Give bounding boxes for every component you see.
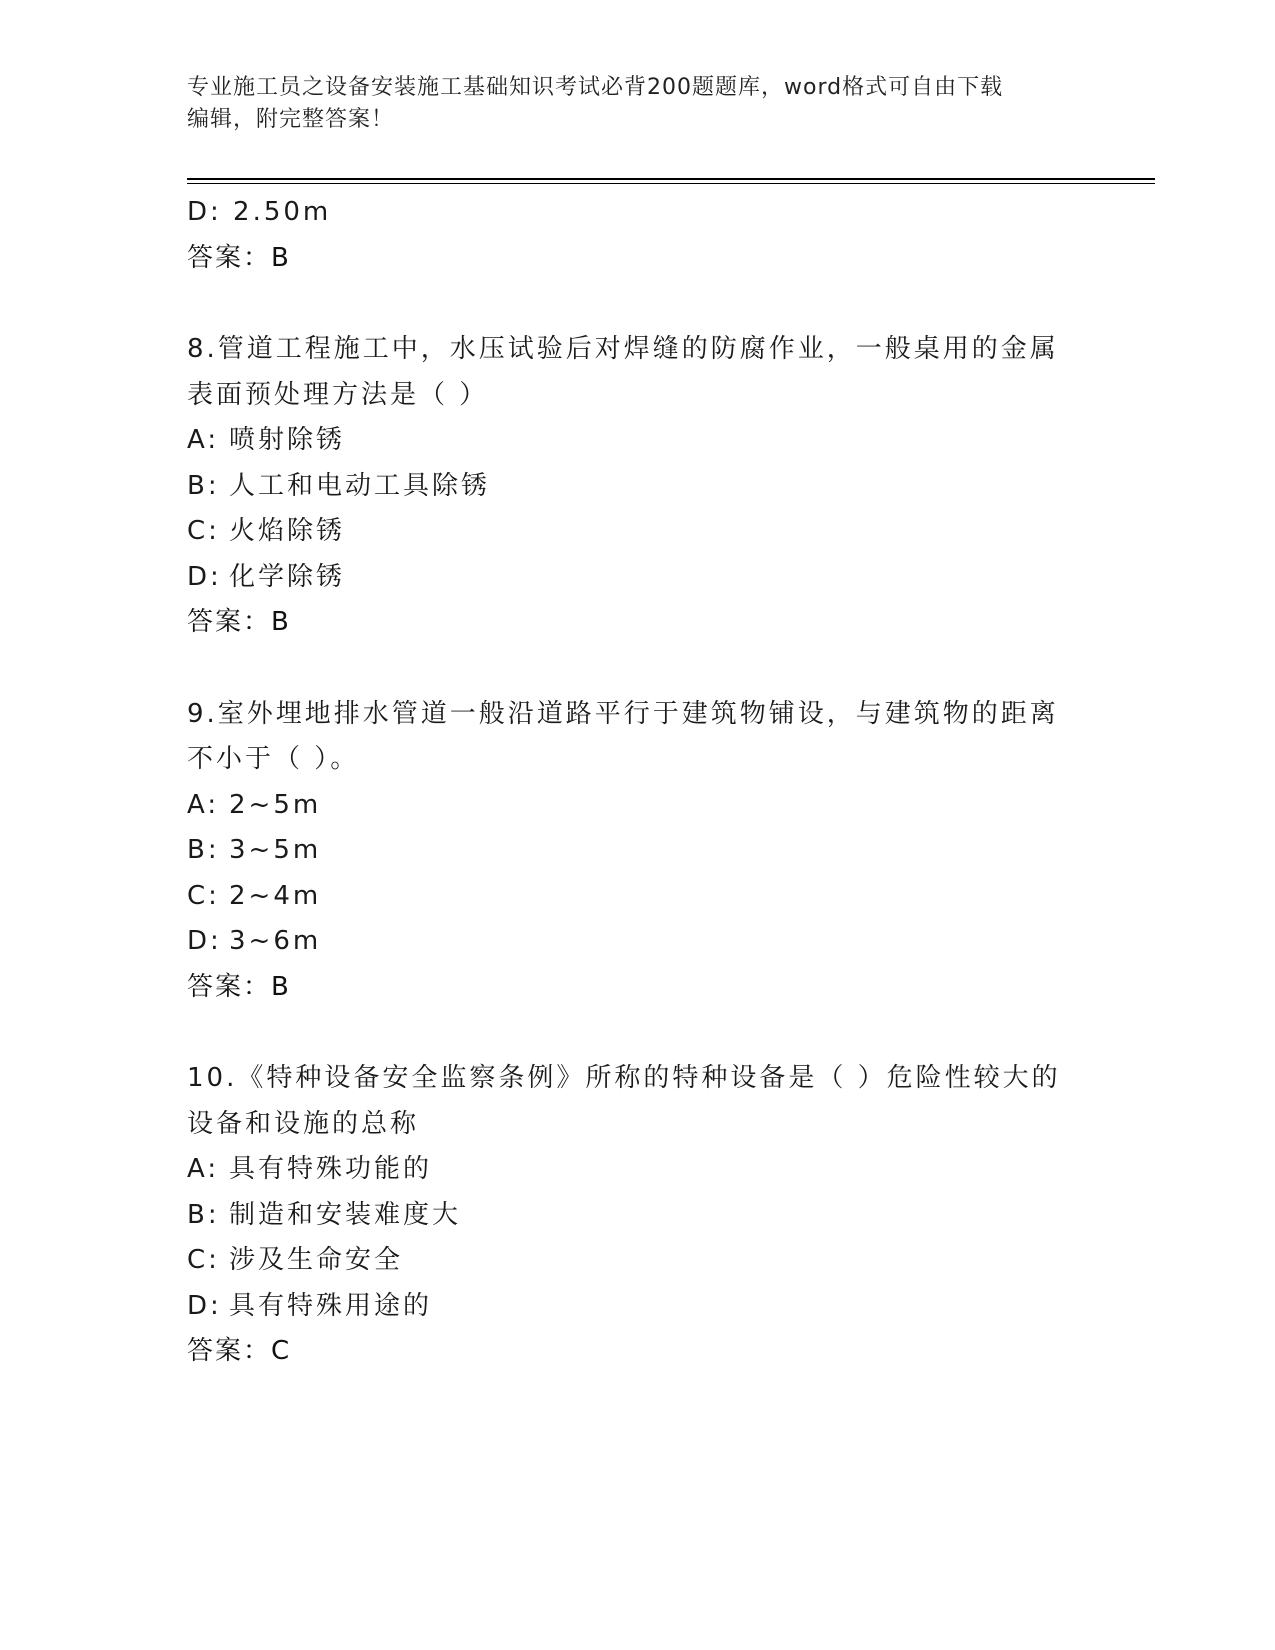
question-stem-line-1: 10.《特种设备安全监察条例》所称的特种设备是（ ）危险性较大的 [187, 1063, 1061, 1093]
document-header [187, 72, 1067, 136]
option-letter: A: [187, 425, 220, 455]
header-divider-thick [187, 178, 1155, 180]
option-letter: D: [187, 561, 222, 592]
option-a [187, 783, 1067, 829]
option-text: 具有特殊功能的 [229, 1154, 433, 1184]
header-line-1: 专业施工员之设备安装施工基础知识考试必背200题题库，word格式可自由下载 [187, 75, 1004, 100]
option-c [187, 509, 1067, 555]
header-divider-thin [187, 183, 1155, 184]
answer-line: 答案：B [187, 242, 291, 273]
option-letter: D: [187, 1290, 222, 1321]
question-10 [187, 1056, 1067, 1375]
document-body [187, 190, 1067, 1375]
option-text: 2~4m [229, 880, 322, 911]
option-b [187, 1193, 1067, 1239]
header-line-2: 编辑，附完整答案！ [187, 107, 395, 132]
option-d: D: 2.50m [187, 197, 332, 227]
question-stem-line-2: 设备和设施的总称 [187, 1108, 420, 1139]
option-letter: C: [187, 880, 220, 911]
option-letter: C: [187, 1245, 220, 1275]
option-letter: B: [187, 1199, 220, 1230]
option-c [187, 874, 1067, 920]
answer-line: 答案：B [187, 971, 291, 1002]
option-b [187, 828, 1067, 874]
option-d [187, 555, 1067, 601]
option-text: 2~5m [229, 789, 322, 820]
option-text: 人工和电动工具除锈 [229, 470, 491, 501]
question-stem-line-2: 表面预处理方法是（ ） [187, 379, 489, 410]
option-d [187, 919, 1067, 965]
answer-line: 答案：C [187, 1336, 292, 1366]
question-stem-line-1: 9.室外埋地排水管道一般沿道路平行于建筑物铺设，与建筑物的距离 [187, 698, 1059, 729]
option-text: 火焰除锈 [229, 516, 346, 546]
option-text: 制造和安装难度大 [229, 1199, 462, 1230]
option-letter: B: [187, 470, 220, 501]
option-c [187, 1238, 1067, 1284]
option-b [187, 464, 1067, 510]
option-text: 3~6m [229, 926, 322, 956]
option-letter: A: [187, 789, 220, 820]
option-text: 3~5m [229, 835, 322, 865]
question-stem-line-2: 不小于（ ）。 [187, 744, 360, 774]
option-text: 涉及生命安全 [229, 1245, 404, 1275]
option-text: 具有特殊用途的 [229, 1290, 433, 1321]
question-9 [187, 692, 1067, 1011]
option-letter: D: [187, 926, 222, 956]
option-letter: A: [187, 1154, 220, 1184]
option-letter: C: [187, 516, 220, 546]
option-d [187, 1284, 1067, 1330]
question-8 [187, 327, 1067, 646]
option-text: 喷射除锈 [229, 425, 346, 455]
answer-line: 答案：B [187, 607, 291, 637]
option-letter: B: [187, 835, 220, 865]
option-text: 化学除锈 [229, 561, 346, 592]
question-stem-line-1: 8.管道工程施工中，水压试验后对焊缝的防腐作业，一般桌用的金属 [187, 334, 1059, 364]
option-a [187, 418, 1067, 464]
option-a [187, 1147, 1067, 1193]
previous-question-tail [187, 190, 1067, 281]
